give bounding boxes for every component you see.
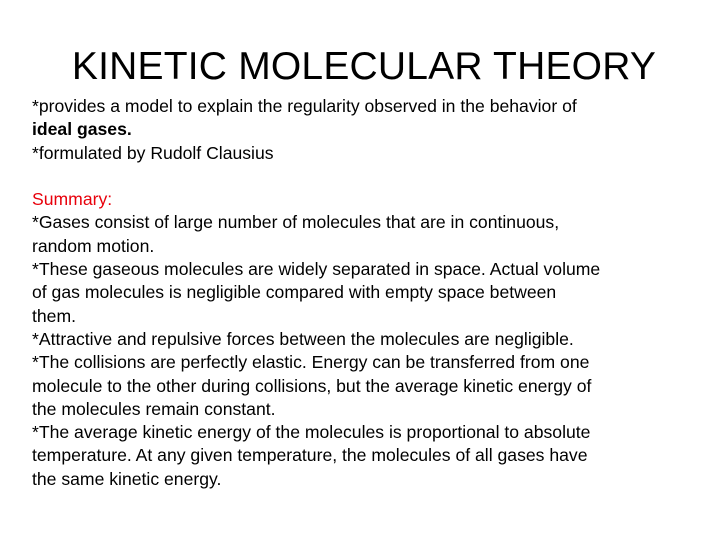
summary-line: *Attractive and repulsive forces between the molecules are negligible. xyxy=(32,328,574,349)
summary-line: random motion. xyxy=(32,235,155,256)
intro-line-1: *provides a model to explain the regularity observed in the behavior of xyxy=(32,96,577,116)
intro-line-3-clausius: *formulated by Rudolf Clausius xyxy=(32,142,274,163)
summary-line: them. xyxy=(32,305,77,326)
summary-line: temperature. At any given temperature, the molecules of all gases have xyxy=(32,445,588,466)
summary-line: the same kinetic energy. xyxy=(32,468,222,489)
summary-line: molecule to the other during collisions, but the average kinetic energy of xyxy=(32,375,592,396)
summary-line: of gas molecules is negligible compared with empty space between xyxy=(32,282,557,303)
summary-line: *The collisions are perfectly elastic. Energy can be transferred from one xyxy=(32,352,590,373)
slide-title: KINETIC MOLECULAR THEORY xyxy=(71,45,657,88)
summary-line: *These gaseous molecules are widely separated in space. Actual volume xyxy=(32,259,601,280)
slide-body xyxy=(32,95,712,491)
intro-line-2-ideal-gases: ideal gases. xyxy=(32,119,132,140)
summary-label: Summary: xyxy=(32,189,113,210)
summary-line: *The average kinetic energy of the molecules is proportional to absolute xyxy=(32,422,591,443)
summary-line: *Gases consist of large number of molecules that are in continuous, xyxy=(32,212,560,233)
summary-line: the molecules remain constant. xyxy=(32,398,276,419)
paragraph-gap xyxy=(32,165,712,188)
